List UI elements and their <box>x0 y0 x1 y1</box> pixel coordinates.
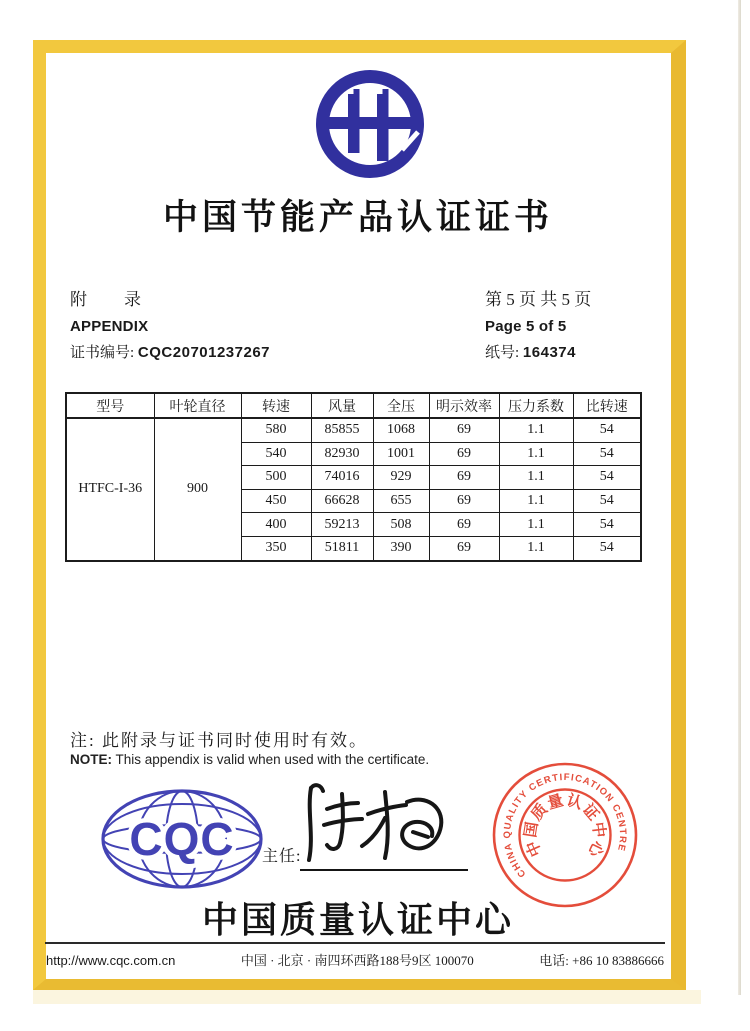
energy-conservation-logo-icon <box>312 66 428 182</box>
cell: 69 <box>429 536 499 560</box>
cqc-logo-text: CQC <box>129 813 235 865</box>
footer-address: 中国 · 北京 · 南四环西路188号9区 100070 <box>240 953 474 968</box>
cell: 1.1 <box>499 489 573 513</box>
cell: 54 <box>573 536 641 560</box>
cell: 450 <box>241 489 311 513</box>
scan-artifact-strip <box>33 990 701 1004</box>
cell: 69 <box>429 418 499 442</box>
appendix-label-cn: 附 录 <box>70 290 142 309</box>
col-header-specific-speed: 比转速 <box>573 393 641 418</box>
cell: 1.1 <box>499 418 573 442</box>
cell: 74016 <box>311 466 373 490</box>
cell: 54 <box>573 442 641 466</box>
paper-number-label: 纸号: <box>485 345 523 361</box>
cell: 1068 <box>373 418 429 442</box>
signature-underline <box>300 869 468 871</box>
paper-number-value: 164374 <box>522 344 576 361</box>
note-en-text: This appendix is valid when used with the certificate. <box>112 752 430 767</box>
model-cell: HTFC-I-36 <box>66 418 154 561</box>
paper-number-line <box>485 340 591 367</box>
organization-name: 中国质量认证中心 <box>201 899 514 940</box>
page-info-block <box>485 287 591 367</box>
certificate-title: 中国节能产品认证证书 <box>162 198 553 237</box>
certification-stamp <box>489 759 641 911</box>
certificate-number-label: 证书编号: <box>70 345 138 361</box>
scanned-page-edge <box>738 0 741 995</box>
cell: 1.1 <box>499 442 573 466</box>
footer-divider <box>45 942 665 944</box>
note-cn: 注: 此附录与证书同时使用时有效。 <box>70 731 368 750</box>
cell: 59213 <box>311 513 373 537</box>
cell: 82930 <box>311 442 373 466</box>
stamp-ring-text: CHINA QUALITY CERTIFICATION CENTRE <box>501 771 629 880</box>
footer-phone: 电话: +86 10 83886666 <box>539 953 664 968</box>
col-header-pressure-coefficient: 压力系数 <box>499 393 573 418</box>
cell: 1.1 <box>499 536 573 560</box>
footer-row <box>46 950 664 969</box>
cell: 54 <box>573 418 641 442</box>
cell: 69 <box>429 442 499 466</box>
cell: 1001 <box>373 442 429 466</box>
cell: 54 <box>573 489 641 513</box>
page-number-cn: 第 5 页 共 5 页 <box>485 290 592 309</box>
cell: 1.1 <box>499 513 573 537</box>
stamp-inner-text: 中国质量认证中心 <box>522 791 608 861</box>
col-header-air-volume: 风量 <box>311 393 373 418</box>
table-row <box>66 418 641 442</box>
col-header-stated-efficiency: 明示效率 <box>429 393 499 418</box>
cell: 400 <box>241 513 311 537</box>
table-header-row <box>66 393 641 418</box>
col-header-total-pressure: 全压 <box>373 393 429 418</box>
appendix-label-en: APPENDIX <box>70 317 149 335</box>
director-label: 主任: <box>262 848 302 865</box>
cell: 85855 <box>311 418 373 442</box>
appendix-header-block <box>70 287 270 367</box>
certificate-number-line <box>70 340 270 367</box>
cell: 508 <box>373 513 429 537</box>
cell: 1.1 <box>499 466 573 490</box>
footer-website: http://www.cqc.com.cn <box>46 953 176 968</box>
col-header-impeller-diameter: 叶轮直径 <box>154 393 241 418</box>
page-number-en: Page 5 of 5 <box>485 317 567 335</box>
note-en-label: NOTE: <box>70 752 112 767</box>
note-en <box>70 752 429 767</box>
cell: 655 <box>373 489 429 513</box>
col-header-speed: 转速 <box>241 393 311 418</box>
cell: 350 <box>241 536 311 560</box>
director-signature <box>297 780 469 868</box>
col-header-model: 型号 <box>66 393 154 418</box>
cell: 500 <box>241 466 311 490</box>
cell: 54 <box>573 513 641 537</box>
impeller-diameter-cell: 900 <box>154 418 241 561</box>
cell: 54 <box>573 466 641 490</box>
cell: 51811 <box>311 536 373 560</box>
cell: 540 <box>241 442 311 466</box>
cqc-globe-logo-icon <box>97 786 267 892</box>
cell: 390 <box>373 536 429 560</box>
cell: 69 <box>429 513 499 537</box>
cell: 580 <box>241 418 311 442</box>
certificate-number-value: CQC20701237267 <box>137 344 271 361</box>
cell: 69 <box>429 466 499 490</box>
cell: 66628 <box>311 489 373 513</box>
cell: 69 <box>429 489 499 513</box>
cell: 929 <box>373 466 429 490</box>
specification-table <box>65 392 642 562</box>
